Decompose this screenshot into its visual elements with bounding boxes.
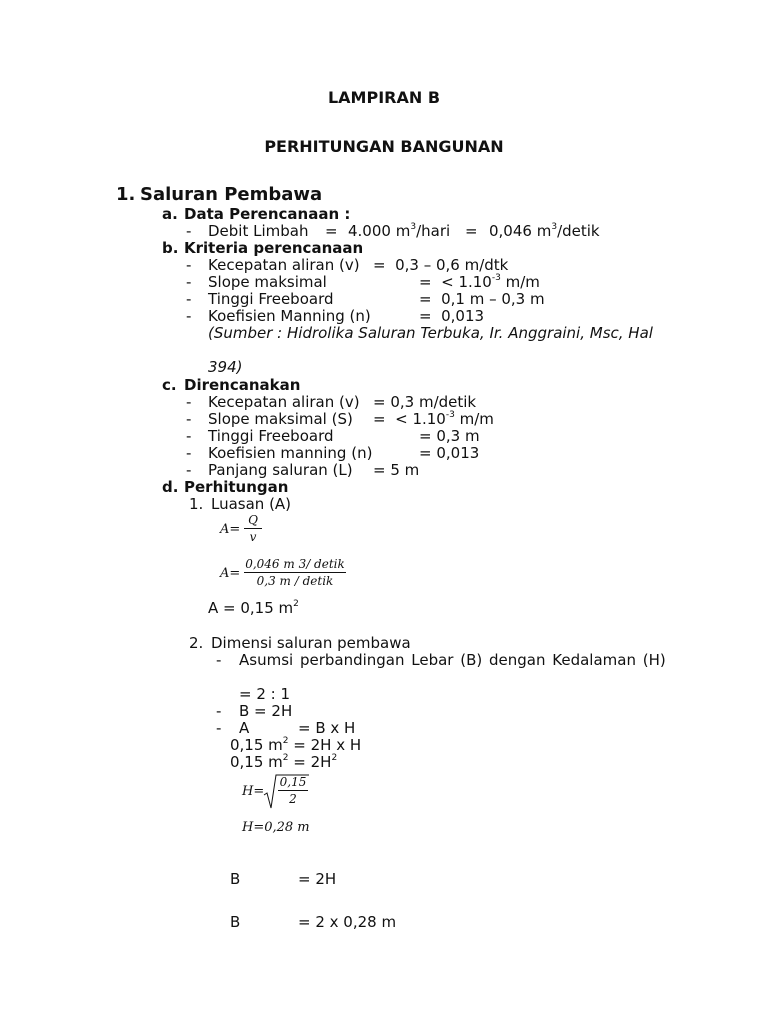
fraction-denominator: 2 [289,792,297,806]
design-label: Kecepatan aliran (v) [208,393,360,411]
debit-eq: = [325,222,338,240]
design-value: = < $1.10^{-3}$ m/m [373,410,494,428]
formula-lhs: H= [242,784,265,799]
bullet: - [186,256,192,274]
page-subtitle: PERHITUNGAN BANGUNAN [264,137,504,156]
criteria-label: Slope maksimal [208,273,327,291]
width-value: = 2 x 0,28 m [298,913,397,931]
formula-fraction [244,513,262,547]
criteria-label: Kecepatan aliran (v) [208,256,360,274]
bullet: - [186,273,192,291]
width-label: B [230,870,241,888]
fraction-bar [244,528,262,529]
fraction-denominator: v [249,530,257,544]
debit-value: 4.000 $m^3$/hari [348,222,451,240]
design-value: = 0,013 [419,444,480,462]
fraction-bar [244,572,346,573]
design-label: Koefisien manning (n) [208,444,373,462]
design-value: = 0,3 m [419,427,480,445]
section-title: Saluran Pembawa [140,184,323,205]
bullet: - [216,719,222,737]
area-label: A [239,719,250,737]
bullet: - [186,307,192,325]
ratio-text: = 2 : 1 [239,685,291,703]
section-number: 1. [116,184,136,205]
formula-fraction [278,775,308,809]
fraction-numerator: 0,046 m 3/ detik [245,557,345,571]
calc-line: 0,15 $m^2 = 2H^2$ [230,753,338,771]
bullet: - [186,290,192,308]
width-relation: B = 2H [239,702,293,720]
width-label: B [230,913,241,931]
bullet: - [216,651,222,669]
criteria-value: = 0,1 m – 0,3 m [419,290,545,308]
depth-result: H=0,28 m [242,820,310,835]
bullet: - [186,444,192,462]
bullet: - [216,702,222,720]
subsection-d-title: Perhitungan [184,478,289,496]
width-value: = 2H [298,870,337,888]
step-title: Dimensi saluran pembawa [211,634,411,652]
design-label: Panjang saluran (L) [208,461,353,479]
subsection-c-label: c. [162,376,177,394]
criteria-value: = 0,013 [419,307,485,325]
area-relation: = B x H [298,719,356,737]
bullet: - [186,461,192,479]
page-title: LAMPIRAN B [327,88,441,107]
debit-label: Debit Limbah [208,222,309,240]
design-label: Tinggi Freeboard [208,427,334,445]
step-number: 1. [189,495,204,513]
bullet: - [186,222,192,240]
fraction-numerator: Q [248,513,258,527]
source-note-cont: 394) [208,358,243,376]
subsection-a-label: a. [162,205,178,223]
subsection-b-title: Kriteria perencanaan [184,239,364,257]
bullet: - [186,410,192,428]
debit-value2: 0,046 $m^3$/detik [489,222,600,240]
design-value: = 0,3 m/detik [373,393,477,411]
fraction-denominator: 0,3 m / detik [256,574,334,588]
bullet: - [186,393,192,411]
step-title: Luasan (A) [211,495,292,513]
subsection-b-label: b. [162,239,179,257]
debit-eq2: = [465,222,478,240]
formula-lhs: A= [220,522,241,537]
calc-line: 0,15 $m^2 = 2H$ x H [230,736,362,754]
criteria-label: Koefisien Manning (n) [208,307,371,325]
step-number: 2. [189,634,204,652]
criteria-value: = < $1.10^{-3}$ m/m [419,273,540,291]
fraction-bar [278,790,308,791]
design-label: Slope maksimal (S) [208,410,353,428]
design-value: = 5 m [373,461,420,479]
subsection-c-title: Direncanakan [184,376,301,394]
assumption-text: Asumsi perbandingan Lebar (B) dengan Kedalaman (H) [239,651,666,669]
criteria-value: = 0,3 – 0,6 m/dtk [373,256,509,274]
fraction-numerator: 0,15 [279,775,307,789]
area-result: A = 0,15 $m^2$ [208,599,299,617]
criteria-label: Tinggi Freeboard [208,290,334,308]
subsection-a-title: Data Perencanaan : [184,205,351,223]
source-note: (Sumber : Hidrolika Saluran Terbuka, Ir. Anggraini, Msc, Hal [208,324,653,342]
formula-fraction [244,557,346,591]
bullet: - [186,427,192,445]
subsection-d-label: d. [162,478,179,496]
formula-lhs: A= [220,566,241,581]
